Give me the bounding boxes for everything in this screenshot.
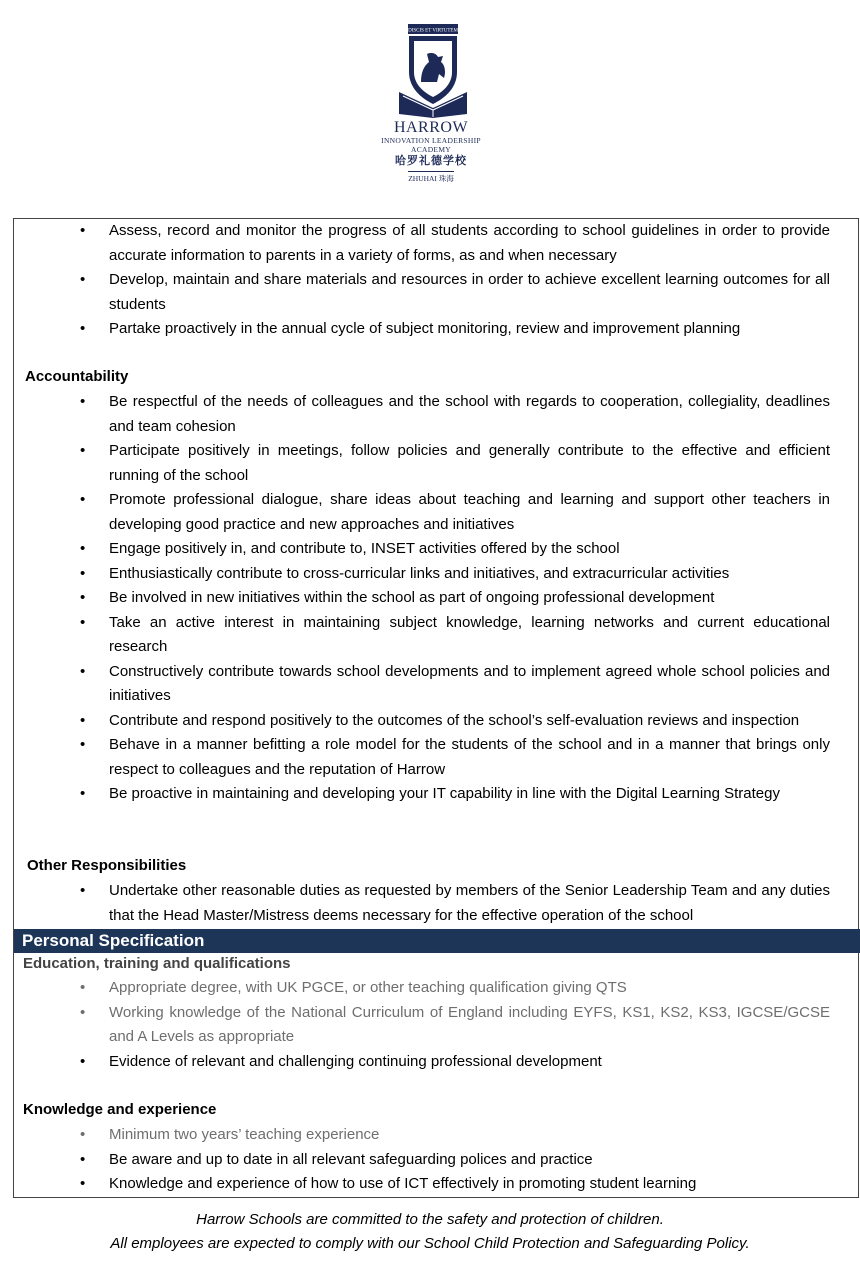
list-item: • Contribute and respond positively to the outcomes of the school’s self-evaluation reviews and inspection xyxy=(80,711,800,729)
logo-city: ZHUHAI 珠海 xyxy=(408,174,454,183)
list-item: • Behave in a manner befitting a role model for the students of the school and in a manner that brings only respect to colleagues and the reputation of Harrow xyxy=(80,736,830,778)
logo-divider xyxy=(408,171,454,172)
list-item: • Appropriate degree, with UK PGCE, or other teaching qualification giving QTS xyxy=(80,979,627,996)
list-item: • Knowledge and experience of how to use of ICT effectively in promoting student learning xyxy=(80,1175,697,1192)
logo-chinese: 哈罗礼德学校 xyxy=(395,155,467,167)
school-logo xyxy=(366,22,496,198)
list-item: • Partake proactively in the annual cycle of subject monitoring, review and improvement planning xyxy=(80,320,741,337)
content-box xyxy=(13,218,859,1198)
other-responsibilities-list xyxy=(14,879,860,928)
logo-name: HARROW xyxy=(393,119,469,136)
list-item: • Engage positively in, and contribute to, INSET activities offered by the school xyxy=(80,540,620,557)
list-item: • Be respectful of the needs of colleagues and the school with regards to cooperation, collegiality, deadlines and team cohesion xyxy=(80,393,830,435)
knowledge-heading: Knowledge and experience xyxy=(23,1101,217,1118)
footer-line-1: Harrow Schools are committed to the safety and protection of children. xyxy=(196,1211,664,1228)
accountability-heading: Accountability xyxy=(25,368,129,385)
logo-line2: ACADEMY xyxy=(410,145,452,154)
list-item: • Promote professional dialogue, share ideas about teaching and learning and support other teachers in developing good practice and new approaches and initiatives xyxy=(80,491,830,533)
list-item: • Participate positively in meetings, follow policies and generally contribute to the effective and efficient running of the school xyxy=(80,442,830,484)
list-item: • Working knowledge of the National Curriculum of England including EYFS, KS1, KS2, KS3, IGCSE/GCSE and A Levels as appropriate xyxy=(80,1003,830,1045)
list-item: • Be aware and up to date in all relevant safeguarding polices and practice xyxy=(80,1150,593,1168)
list-item: • Evidence of relevant and challenging continuing professional development xyxy=(80,1052,602,1070)
crest-icon xyxy=(391,22,471,118)
list-item: • Develop, maintain and share materials and resources in order to achieve excellent learning outcomes for all students xyxy=(80,271,830,313)
list-item: • Take an active interest in maintaining subject knowledge, learning networks and current educational research xyxy=(80,613,830,655)
list-item: • Assess, record and monitor the progress of all students according to school guidelines in order to provide accurate information to parents in a variety of forms, as and when necessary xyxy=(80,222,830,264)
crest-motto: DISCIS ET VIRTUTEM xyxy=(408,28,458,34)
personal-specification-header: Personal Specification xyxy=(14,929,860,953)
education-list xyxy=(14,976,860,1074)
list-item: • Undertake other reasonable duties as requested by members of the Senior Leadership Team and any duties that the Head Master/Mistress deems necessary for the effective operation of the school xyxy=(80,882,830,924)
list-item: • Constructively contribute towards school developments and to implement agreed whole school policies and initiatives xyxy=(80,662,830,704)
responsibilities-list xyxy=(14,219,860,342)
education-heading: Education, training and qualifications xyxy=(23,955,291,972)
other-responsibilities-heading: Other Responsibilities xyxy=(27,857,187,874)
list-item: • Minimum two years’ teaching experience xyxy=(80,1126,380,1143)
list-item: • Be proactive in maintaining and developing your IT capability in line with the Digital Learning Strategy xyxy=(80,785,780,802)
logo-line1: INNOVATION LEADERSHIP xyxy=(381,136,481,145)
list-item: • Be involved in new initiatives within the school as part of ongoing professional development xyxy=(80,589,715,606)
knowledge-list xyxy=(14,1123,860,1197)
footer-line-2: All employees are expected to comply with our School Child Protection and Safeguarding Policy. xyxy=(110,1235,750,1252)
list-item: • Enthusiastically contribute to cross-curricular links and initiatives, and extracurricular activities xyxy=(80,564,730,582)
accountability-list xyxy=(14,390,860,807)
